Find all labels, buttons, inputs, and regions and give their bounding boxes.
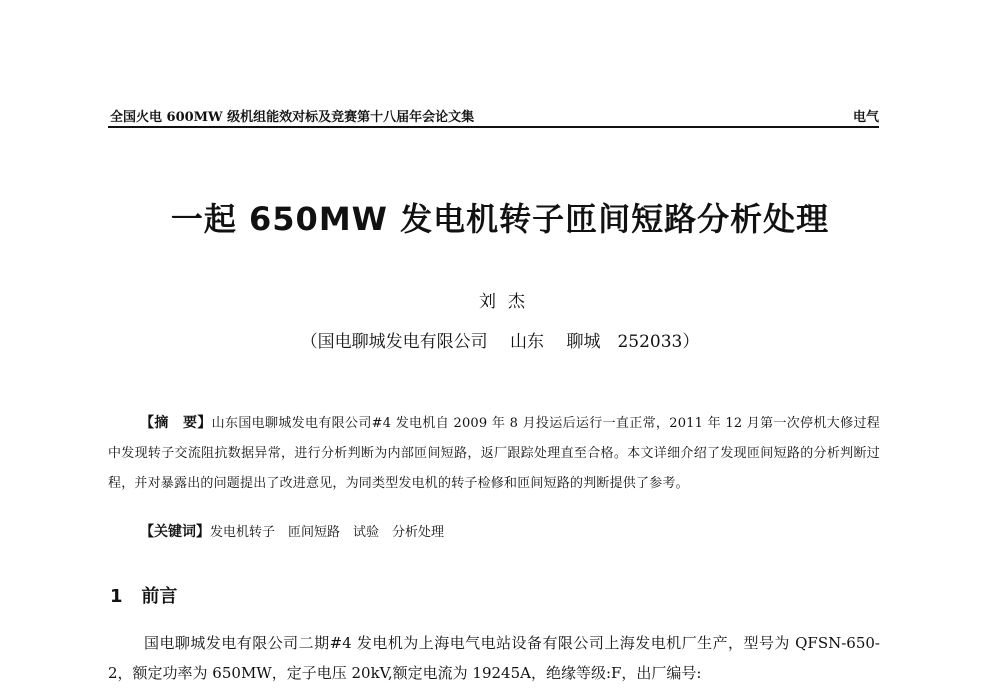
- running-header-proceedings: 全国火电 600MW 级机组能效对标及竞赛第十八届年会论文集: [110, 110, 475, 125]
- running-header: [108, 104, 879, 128]
- keywords: [140, 521, 444, 541]
- keywords-label: 【关键词】: [140, 524, 210, 540]
- abstract: [108, 408, 880, 499]
- section-heading: [110, 582, 177, 608]
- paper-title: 一起 650MW 发电机转子匝间短路分析处理: [170, 200, 830, 238]
- abstract-text: 山东国电聊城发电有限公司#4 发电机自 2009 年 8 月投运后运行一直正常，2011 年 12 月第一次停机大修过程中发现转子交流阻抗数据异常，进行分析判断为内部匝间短路，返厂跟踪处理直至合格。本文详细介绍了发现匝间短路的分析判断过程，并对暴露出的问题提出了改进意见，为同类型发电机的转子检修和匝间短路的判断提供了参考。: [108, 416, 880, 491]
- running-header-category: 电气: [852, 110, 879, 125]
- keywords-text: 发电机转子 匝间短路 试验 分析处理: [210, 525, 445, 540]
- section-paragraph: 国电聊城发电有限公司二期#4 发电机为上海电气电站设备有限公司上海发电机厂生产，型号为 QFSN-650-2，额定功率为 650MW，定子电压 20kV,额定电流为 19245A，绝缘等级:F，出厂编号:: [108, 634, 880, 682]
- section-number: 1: [110, 586, 123, 607]
- paper-affiliation: （国电聊城发电有限公司 山东 聊城 252033）: [300, 332, 700, 352]
- abstract-label: 【摘 要】: [140, 415, 212, 431]
- section-title: 前言: [141, 586, 178, 607]
- paper-author: 刘杰: [479, 292, 537, 312]
